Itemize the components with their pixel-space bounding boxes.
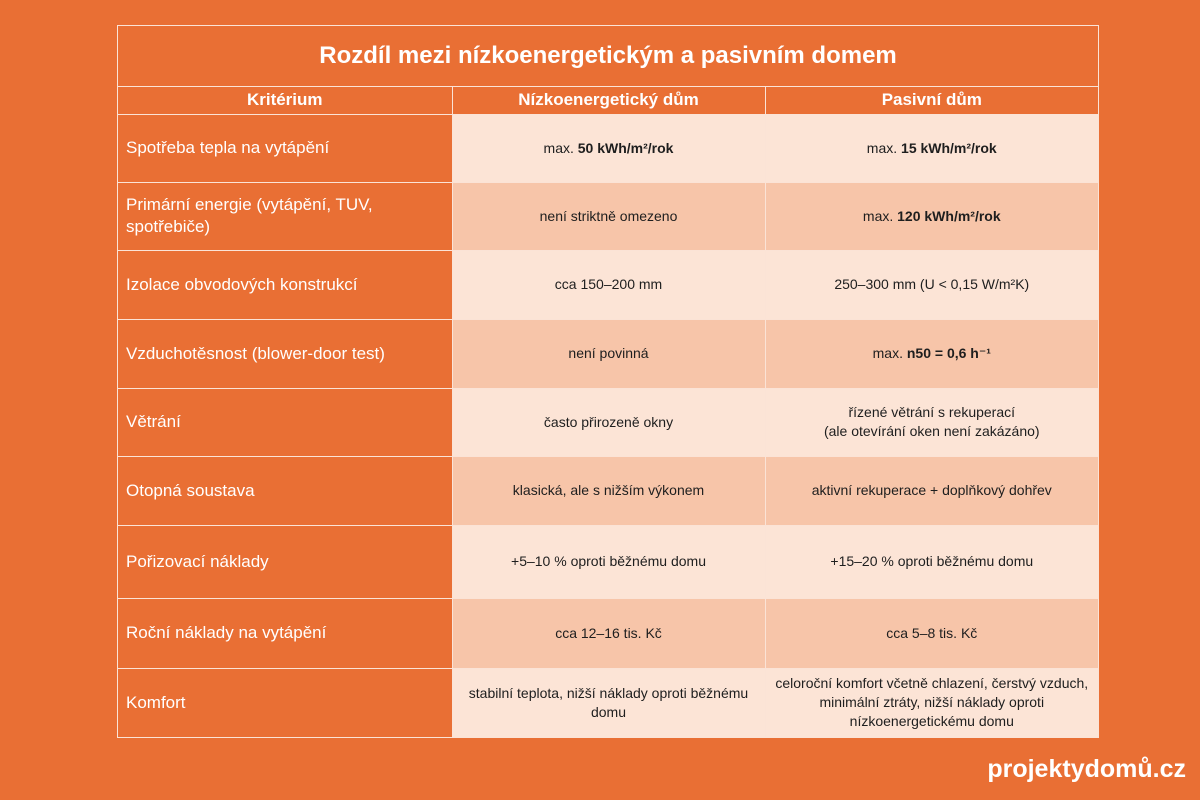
low-energy-value: cca 150–200 mm xyxy=(452,250,765,319)
row-label: Primární energie (vytápění, TUV, spotřebiče) xyxy=(118,182,452,250)
row-label: Spotřeba tepla na vytápění xyxy=(118,114,452,182)
passive-value: 250–300 mm (U < 0,15 W/m²K) xyxy=(765,250,1098,319)
passive-value: max. n50 = 0,6 h⁻¹ xyxy=(765,319,1098,388)
table-row xyxy=(118,668,1098,737)
passive-value: max. 15 kWh/m²/rok xyxy=(765,114,1098,182)
table-row xyxy=(118,182,1098,250)
table-row xyxy=(118,388,1098,456)
row-label: Pořizovací náklady xyxy=(118,525,452,598)
table-row xyxy=(118,525,1098,598)
row-label: Otopná soustava xyxy=(118,456,452,525)
column-header-low-energy: Nízkoenergetický dům xyxy=(452,86,765,114)
table-row xyxy=(118,250,1098,319)
brand-logo-text: projektydomů.cz xyxy=(987,755,1186,783)
low-energy-value: není povinná xyxy=(452,319,765,388)
column-header-passive: Pasivní dům xyxy=(765,86,1098,114)
row-label: Vzduchotěsnost (blower-door test) xyxy=(118,319,452,388)
low-energy-value: často přirozeně okny xyxy=(452,388,765,456)
passive-value: celoroční komfort včetně chlazení, čerstvý vzduch, minimální ztráty, nižší náklady oproti nízkoenergetickému domu xyxy=(765,668,1098,737)
row-label: Roční náklady na vytápění xyxy=(118,598,452,668)
comparison-table xyxy=(117,25,1099,738)
column-header-criterion: Kritérium xyxy=(118,86,452,114)
row-label: Izolace obvodových konstrukcí xyxy=(118,250,452,319)
low-energy-value: není striktně omezeno xyxy=(452,182,765,250)
low-energy-value: max. 50 kWh/m²/rok xyxy=(452,114,765,182)
table-row xyxy=(118,319,1098,388)
table-row xyxy=(118,114,1098,182)
passive-value: aktivní rekuperace + doplňkový dohřev xyxy=(765,456,1098,525)
low-energy-value: +5–10 % oproti běžnému domu xyxy=(452,525,765,598)
row-label: Komfort xyxy=(118,668,452,737)
comparison-table-grid xyxy=(118,26,1098,737)
low-energy-value: klasická, ale s nižším výkonem xyxy=(452,456,765,525)
passive-value: cca 5–8 tis. Kč xyxy=(765,598,1098,668)
passive-value-line-2: (ale otevírání oken není zakázáno) xyxy=(823,423,1040,439)
row-label: Větrání xyxy=(118,388,452,456)
table-title: Rozdíl mezi nízkoenergetickým a pasivním domem xyxy=(118,26,1098,86)
table-row xyxy=(118,598,1098,668)
table-row xyxy=(118,456,1098,525)
passive-value: max. 120 kWh/m²/rok xyxy=(765,182,1098,250)
passive-value: +15–20 % oproti běžnému domu xyxy=(765,525,1098,598)
low-energy-value: stabilní teplota, nižší náklady oproti běžnému domu xyxy=(452,668,765,737)
low-energy-value: cca 12–16 tis. Kč xyxy=(452,598,765,668)
passive-value xyxy=(765,388,1098,456)
passive-value-line-1: řízené větrání s rekuperací xyxy=(848,404,1016,420)
